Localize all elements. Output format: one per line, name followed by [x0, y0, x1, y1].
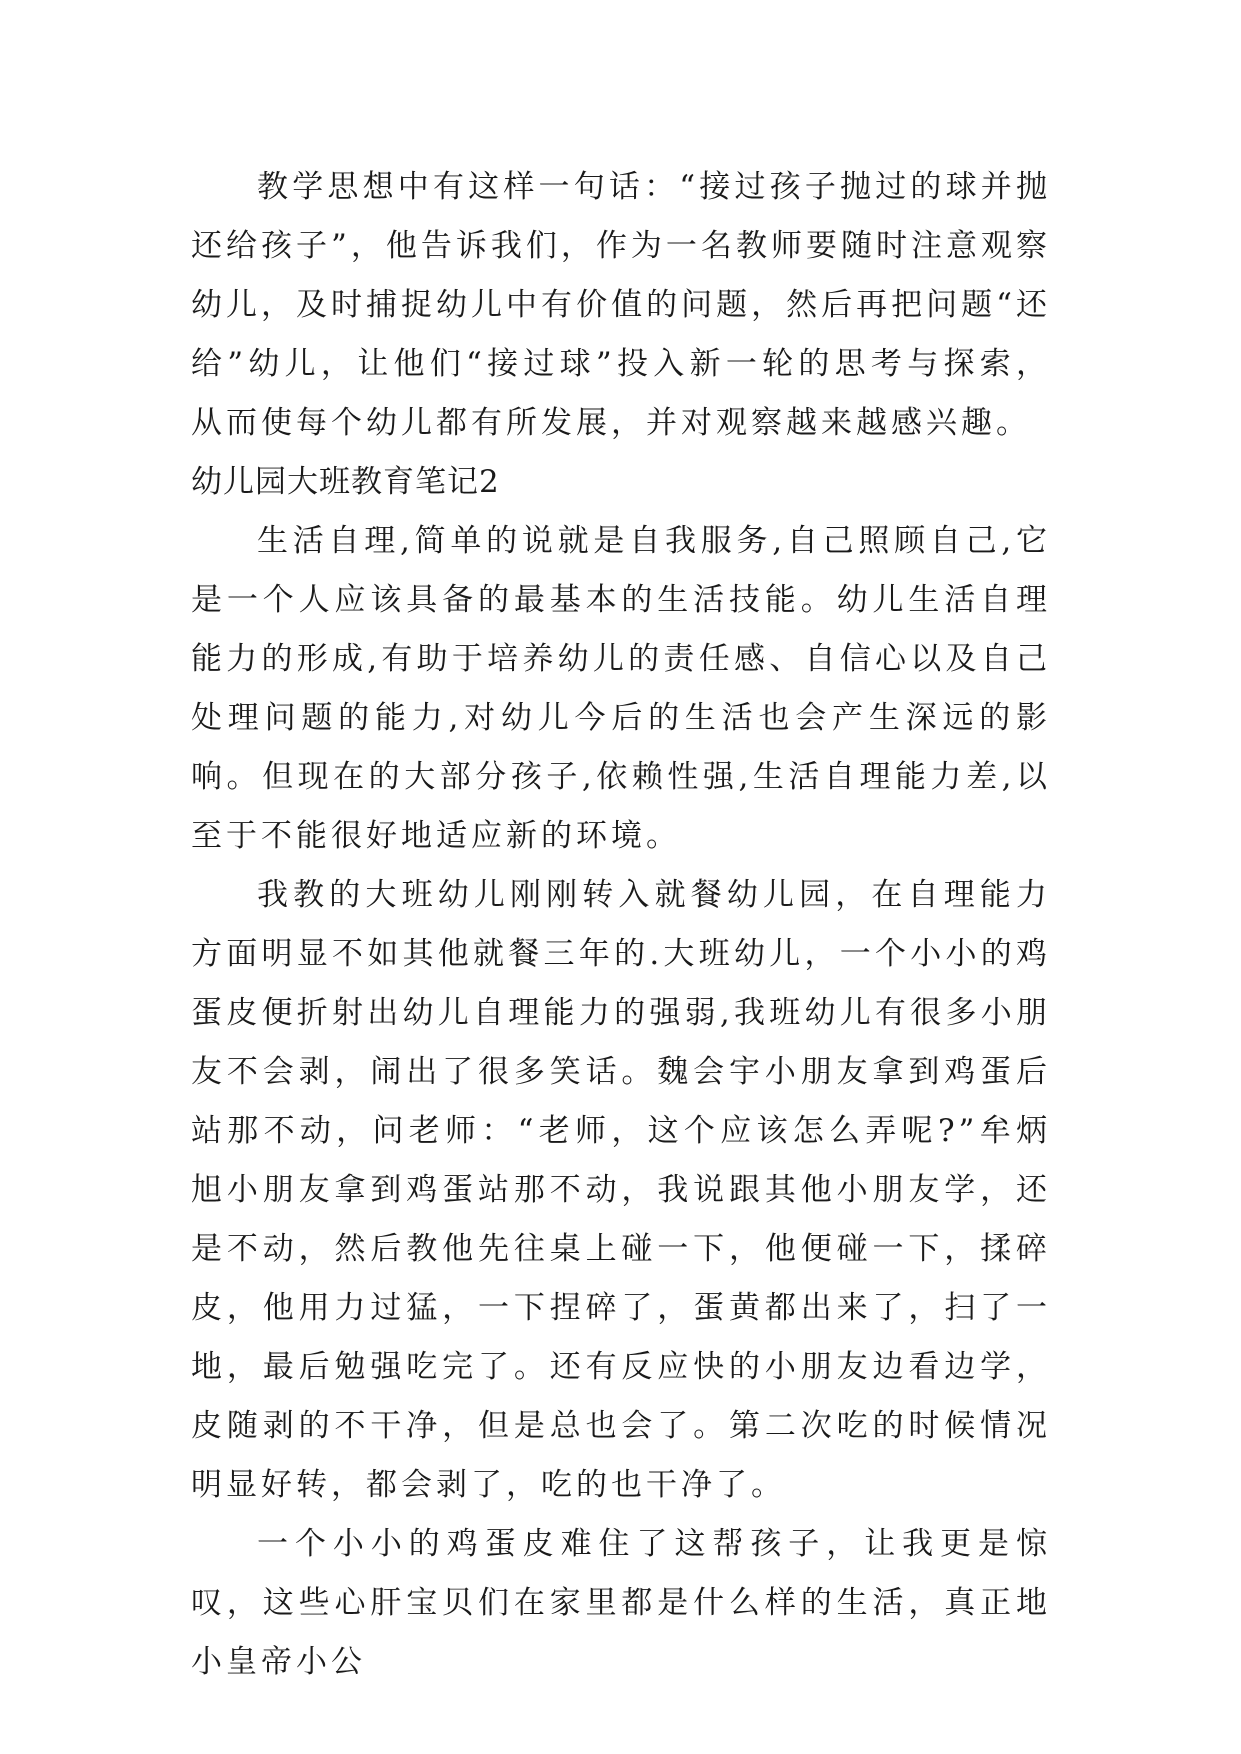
- section-heading: 幼儿园大班教育笔记2: [191, 464, 500, 500]
- paragraph-egg-story: 我教的大班幼儿刚刚转入就餐幼儿园，在自理能力方面明显不如其他就餐三年的.大班幼儿，一个小小的鸡蛋皮便折射出幼儿自理能力的强弱,我班幼儿有很多小朋友不会剥，闹出了很多笑话。魏会宇小朋友拿到鸡蛋后站那不动，问老师：“老师，这个应该怎么弄呢?”牟炳旭小朋友拿到鸡蛋站那不动，我说跟其他小朋友学，还是不动，然后教他先往桌上碰一下，他便碰一下，揉碎皮，他用力过猛，一下捏碎了，蛋黄都出来了，扫了一地，最后勉强吃完了。还有反应快的小朋友边看边学，皮随剥的不干净，但是总也会了。第二次吃的时候情况明显好转，都会剥了，吃的也干净了。: [191, 877, 1051, 1503]
- paragraph-self-care: 生活自理,简单的说就是自我服务,自己照顾自己,它是一个人应该具备的最基本的生活技能。幼儿生活自理能力的形成,有助于培养幼儿的责任感、自信心以及自己处理问题的能力,对幼儿今后的生活也会产生深远的影响。但现在的大部分孩子,依赖性强,生活自理能力差,以至于不能很好地适应新的环境。: [191, 523, 1051, 854]
- paragraph-reflection: 一个小小的鸡蛋皮难住了这帮孩子，让我更是惊叹，这些心肝宝贝们在家里都是什么样的生活，真正地小皇帝小公: [191, 1526, 1051, 1680]
- paragraph-teaching-thought: 教学思想中有这样一句话：“接过孩子抛过的球并抛还给孩子”，他告诉我们，作为一名教师要随时注意观察幼儿，及时捕捉幼儿中有价值的问题，然后再把问题“还给”幼儿，让他们“接过球”投入新一轮的思考与探索，从而使每个幼儿都有所发展，并对观察越来越感兴趣。: [191, 169, 1051, 441]
- document-body: [191, 158, 1051, 1692]
